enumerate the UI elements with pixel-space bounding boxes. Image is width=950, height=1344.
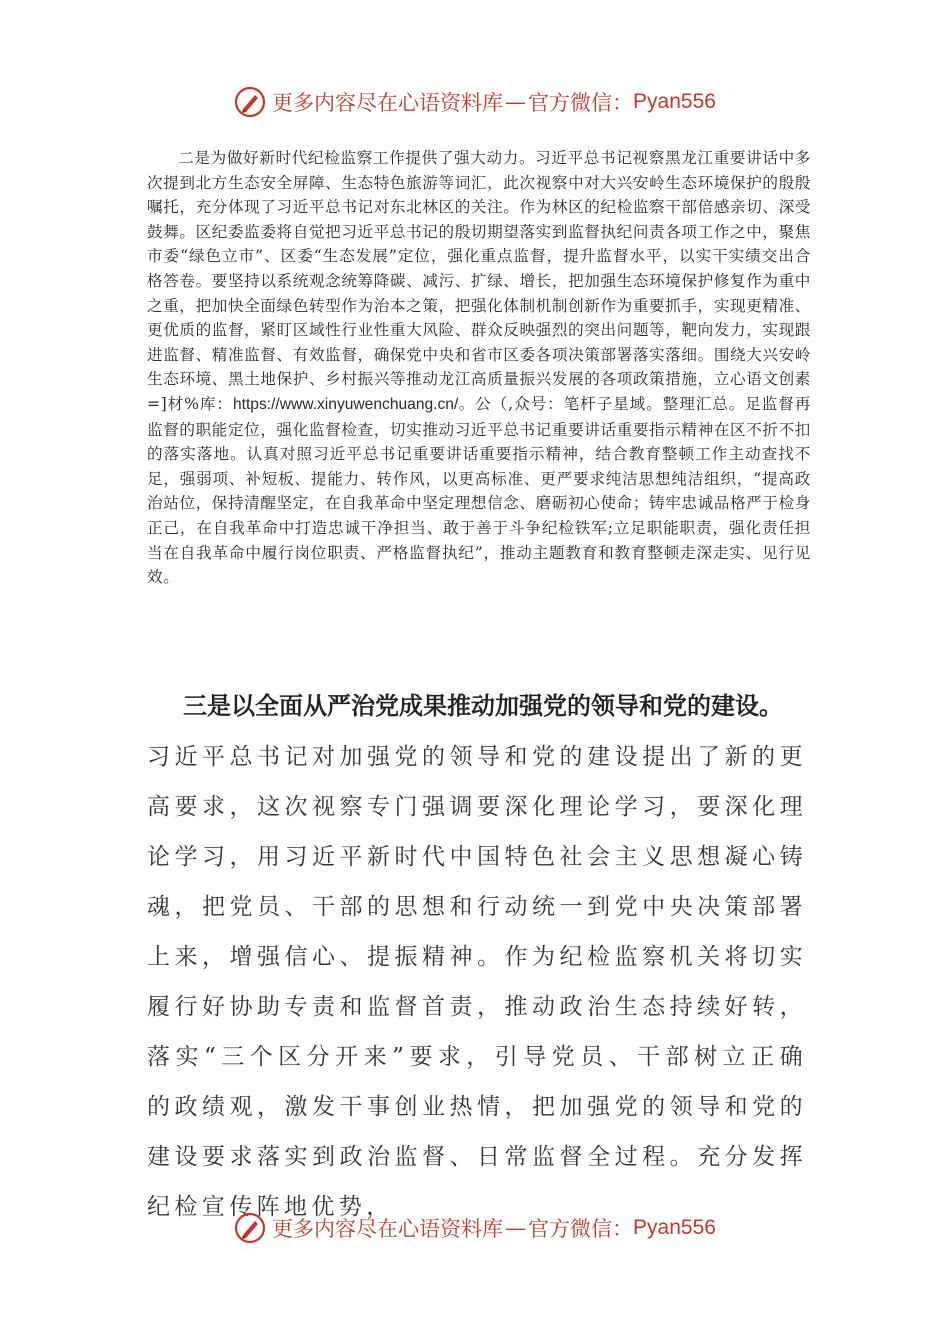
paragraph-three-body: 习近平总书记对加强党的领导和党的建设提出了新的更高要求，这次视察专门强调要深化理论学习，要深化理论学习，用习近平新时代中国特色社会主义思想凝心铸魂，把党员、干部的思想和行动统一到党中央决策部署上来，增强信心、提振精神。作为纪检监察机关将切实履行好协助专责和监督首责，推动政治生态持续好转，落实“三个区分开来”要求，引导党员、干部树立正确的政绩观，激发干事创业热情，把加强党的领导和党的建设要求落实到政治监督、日常监督全过程。充分发挥纪检宣传阵地优势， — [147, 744, 807, 1220]
paragraph-two — [147, 146, 811, 590]
source-url-link: https://www.xinyuwenchuang.cn/ — [232, 395, 459, 413]
paragraph-three-heading: 三是以全面从严治党成果推动加强党的领导和党的建设。 — [183, 692, 783, 720]
footer-wechat-id: Pyan556 — [633, 1216, 716, 1239]
footer-brand-text: 更多内容尽在心语资料库 — [272, 1217, 504, 1241]
paragraph-three — [147, 732, 807, 1232]
header-separator: — — [505, 90, 527, 114]
footer-separator: — — [505, 1216, 527, 1240]
page-header — [0, 86, 950, 118]
header-brand-text: 更多内容尽在心语资料库 — [272, 91, 504, 115]
pen-logo-icon — [234, 86, 266, 118]
page-footer — [0, 1212, 950, 1244]
header-wechat-label: 官方微信： — [528, 91, 634, 115]
paragraph-two-part2: 。公（,众号：笔杆子星域。整理汇总。足监督再监督的职能定位，强化监督检查，切实推动习近平总书记重要讲话重要指示精神在区不折不扣的落实落地。认真对照习近平总书记重要讲话重要指示精神，结合教育整顿工作主动查找不足，强弱项、补短板、提能力、转作风，以更高标准、更严要求纯洁思想纯洁组织，“提高政治站位，保持清醒坚定，在自我革命中坚定理想信念、磨砺初心使命；铸牢忠诚品格严于检身正己，在自我革命中打造忠诚干净担当、敢于善于斗争纪检铁军;立足职能职责，强化责任担当在自我革命中履行岗位职责、严格监督执纪”，推动主题教育和教育整顿走深走实、见行见效。 — [147, 394, 811, 587]
footer-wechat-label: 官方微信： — [528, 1217, 634, 1241]
paragraph-two-text — [147, 146, 811, 590]
pen-logo-icon — [234, 1212, 266, 1244]
header-wechat-id: Pyan556 — [633, 90, 716, 113]
paragraph-two-part1: 二是为做好新时代纪检监察工作提供了强大动力。习近平总书记视察黑龙江重要讲话中多次提到北方生态安全屏障、生态特色旅游等词汇，此次视察中对大兴安岭生态环境保护的殷殷嘱托，充分体现了习近平总书记对东北林区的关注。作为林区的纪检监察干部倍感亲切、深受鼓舞。区纪委监委将自觉把习近平总书记的殷切期望落实到监督执纪问责各项工作之中，聚焦市委“绿色立市”、区委“生态发展”定位，强化重点监督，提升监督水平，以实干实绩交出合格答卷。要坚持以系统观念统筹降碳、减污、扩绿、增长，把加强生态环境保护修复作为重中之重，把加快全面绿色转型作为治本之策，把强化体制机制创新作为重要抓手，实现更精准、更优质的监督，紧盯区域性行业性重大风险、群众反映强烈的突出问题等，靶向发力，实现跟进监督、精准监督、有效监督，确保党中央和省市区委各项决策部署落实落细。围绕大兴安岭生态环境、黑土地保护、乡村振兴等推动龙江高质量振兴发展的各项政策措施，立心语文创素=]材%库： — [147, 149, 811, 413]
